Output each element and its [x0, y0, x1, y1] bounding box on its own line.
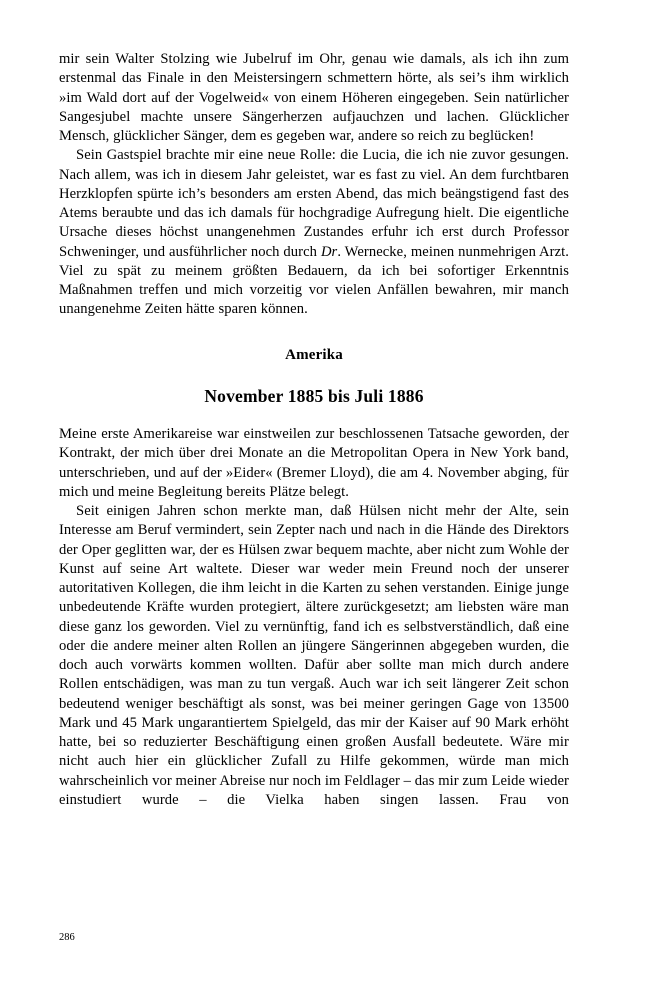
paragraph-gastspiel-part-b: . Wernecke, meinen nunmehrigen Arzt. Viel zu spät zu meinem größten Bedauern, da ich bei sofortiger Erkenntnis Maßnahmen treffen und mich vorzeitig vor vielen Anfällen bewahren, mir manch unangenehme Zeiten hätte sparen können. [59, 243, 569, 318]
paragraph-continued: mir sein Walter Stolzing wie Jubelruf im Ohr, genau wie damals, als ich ihn zum erstenmal das Finale in den Meistersingern schmettern hörte, als sei’s ihm wirklich »im Wald dort auf der Vogelweid« von einem Höheren eingegeben. Sein natürlicher Sangesjubel machte unsere Sängerherzen aufjauchzen und lachen. Glücklicher Mensch, glücklicher Sänger, dem es gegeben war, andere so reich zu beglücken! [59, 51, 569, 144]
heading-spacer-bottom [59, 406, 569, 425]
abbreviation-dr: Dr [320, 243, 338, 260]
paragraph-amerikareise: Meine erste Amerikareise war einstweilen zur beschlossenen Tatsache geworden, der Kontrakt, der mich über drei Monate an die Metropolitan Opera in New York band, unterschrieben, und auf der »Eider« (Bremer Lloyd), die am 4. November abging, für mich und meine Begleitung bereits Plätze belegt. [59, 426, 569, 500]
paragraph-huelsen: Seit einigen Jahren schon merkte man, daß Hülsen nicht mehr der Alte, sein Interesse am Beruf vermindert, sein Zepter nach und nach in die Hände des Direktors der Oper geglitten war, der es Hülsen zwar bequem machte, aber nicht zum Wohle der Kunst auf seine Art waltete. Dieser war weder mein Freund noch der unserer autoritativen Kollegen, die ihm leicht in die Karten zu sehen verstanden. Einige junge unbedeutende Kräfte wurden protegiert, ältere zurückgesetzt; am liebsten wäre man diese ganz los geworden. Viel zu vernünftig, fand ich es selbstverständlich, daß eine oder die andere meiner alten Rollen an jüngere Sängerinnen abgegeben wurden, die doch auch vorwärts kommen wollten. Dafür aber sollte man mich durch andere Rollen entschädigen, was man zu tun vergaß. Auch war ich seit längerer Zeit schon bedeutend weniger beschäftigt als sonst, was bei meiner geringen Gage von 13500 Mark und 45 Mark ungarantiertem Spielgeld, das mir der Kaiser auf 90 Mark erhöht hatte, bei so reduzierter Beschäftigung einen großen Ausfall bedeutete. Wäre mir nicht auch hier ein glücklicher Zufall zu Hilfe gekommen, würde man mich wahrscheinlich vor meiner Abreise nur noch im Feldlager – das mir zum Leide wieder einstudiert wurde – die Vielka haben singen lassen. Frau von [59, 503, 569, 808]
heading-spacer-middle [59, 365, 569, 387]
heading-spacer-top [59, 320, 569, 346]
page-number: 286 [59, 932, 75, 943]
text-column [59, 50, 569, 829]
paragraph-gastspiel-part-a: Sein Gastspiel brachte mir eine neue Rolle: die Lucia, die ich nie zuvor gesungen. Nach allem, was ich in diesem Jahr geleistet, war es fast zu viel. An dem furchtbaren Herzklopfen spürte ich’s besonders am ersten Abend, das mich beängstigend fast des Atems beraubte und das ich damals für hochgradige Aufregung hielt. Die eigentliche Ursache dieses höchst unangenehmen Zustandes erfuhr ich erst durch Professor Schweninger, und ausführlicher noch durch [59, 147, 569, 260]
chapter-title: Amerika [285, 346, 343, 363]
paragraph-gastspiel [59, 146, 569, 319]
chapter-subtitle: November 1885 bis Juli 1886 [204, 385, 424, 406]
